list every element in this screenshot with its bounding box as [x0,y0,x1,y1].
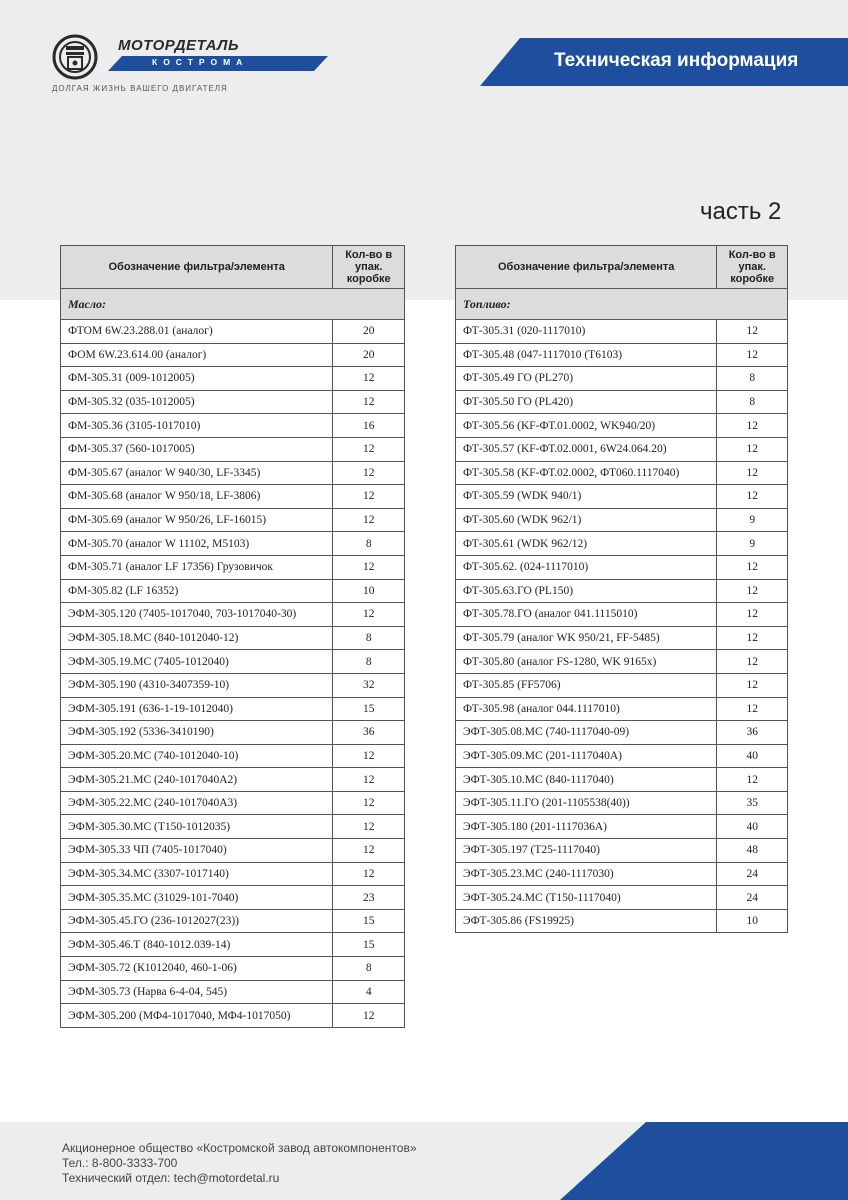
table-row [61,1004,405,1028]
filter-name: ФТ-305.62. (024-1117010) [456,555,717,579]
table-row [456,555,788,579]
table-row [456,437,788,461]
piston-icon [52,34,98,80]
filter-qty: 4 [333,980,405,1004]
filter-qty: 8 [333,957,405,981]
filter-name: ЭФТ-305.86 (FS19925) [456,909,717,933]
table-row [456,791,788,815]
filter-name: ФТ-305.79 (аналог WK 950/21, FF-5485) [456,626,717,650]
table-row [456,744,788,768]
table-row [61,461,405,485]
table-row [61,933,405,957]
table-row [61,886,405,910]
filter-name: ФТ-305.59 (WDK 940/1) [456,485,717,509]
table-row [61,791,405,815]
filter-name: ЭФТ-305.08.МС (740-1117040-09) [456,721,717,745]
filter-qty: 12 [333,744,405,768]
table-row [456,650,788,674]
filter-qty: 12 [333,367,405,391]
table-row [456,414,788,438]
table-row [456,626,788,650]
table-row [61,673,405,697]
filter-qty: 15 [333,909,405,933]
filter-qty: 8 [717,367,788,391]
table-row [456,909,788,933]
filter-name: ФТ-305.85 (FF5706) [456,673,717,697]
table-row [61,862,405,886]
filter-name: ЭФМ-305.34.МС (3307-1017140) [61,862,333,886]
filter-qty: 12 [717,603,788,627]
section-row [456,289,788,320]
filter-qty: 12 [333,485,405,509]
filter-qty: 12 [717,673,788,697]
filter-qty: 12 [717,414,788,438]
table-row [61,980,405,1004]
table-row [61,721,405,745]
table-row [456,320,788,344]
filter-qty: 32 [333,673,405,697]
filter-qty: 12 [717,626,788,650]
filter-qty: 12 [717,650,788,674]
filter-name: ФТ-305.61 (WDK 962/12) [456,532,717,556]
filter-name: ЭФМ-305.20.МС (740-1012040-10) [61,744,333,768]
filter-name: ФТ-305.57 (KF-ФТ.02.0001, 6W24.064.20) [456,437,717,461]
fuel-filters-table [455,245,788,933]
table-row [61,650,405,674]
filter-qty: 12 [717,461,788,485]
table-row [61,744,405,768]
part-label: часть 2 [700,198,782,225]
filter-qty: 9 [717,532,788,556]
filter-qty: 48 [717,839,788,863]
footer-banner [560,1122,848,1200]
table-row [456,886,788,910]
filter-qty: 12 [333,437,405,461]
filter-name: ЭФМ-305.120 (7405-1017040, 703-1017040-30) [61,603,333,627]
logo-name: МОТОРДЕТАЛЬ [118,37,240,54]
column-header-name: Обозначение фильтра/элемента [456,246,717,289]
filter-qty: 12 [333,768,405,792]
filter-qty: 8 [333,650,405,674]
footer-tech-email: Технический отдел: tech@motordetal.ru [62,1171,280,1185]
filter-qty: 20 [333,343,405,367]
oil-filters-table [60,245,405,1028]
table-row [61,957,405,981]
filter-qty: 12 [333,555,405,579]
filter-qty: 23 [333,886,405,910]
filter-name: ЭФМ-305.190 (4310-3407359-10) [61,673,333,697]
filter-name: ЭФМ-305.35.МС (31029-101-7040) [61,886,333,910]
filter-qty: 8 [333,532,405,556]
company-logo [52,34,312,94]
filter-qty: 12 [333,390,405,414]
filter-qty: 24 [717,886,788,910]
filter-name: ФМ-305.37 (560-1017005) [61,437,333,461]
column-header-name: Обозначение фильтра/элемента [61,246,333,289]
filter-name: ФМ-305.31 (009-1012005) [61,367,333,391]
table-row [61,555,405,579]
logo-slogan: ДОЛГАЯ ЖИЗНЬ ВАШЕГО ДВИГАТЕЛЯ [52,84,228,93]
table-row [61,697,405,721]
table-row [61,437,405,461]
filter-name: ЭФМ-305.18.МС (840-1012040-12) [61,626,333,650]
filter-name: ЭФМ-305.21.МС (240-1017040А2) [61,768,333,792]
table-row [61,414,405,438]
table-row [61,579,405,603]
filter-name: ФТ-305.98 (аналог 044.1117010) [456,697,717,721]
table-row [61,508,405,532]
table-row [456,673,788,697]
filter-qty: 12 [717,485,788,509]
section-label-fuel: Топливо: [456,289,788,320]
filter-name: ФМ-305.69 (аналог W 950/26, LF-16015) [61,508,333,532]
table-row [61,320,405,344]
filter-name: ФТ-305.78.ГО (аналог 041.1115010) [456,603,717,627]
table-row [61,768,405,792]
filter-name: ФТ-305.48 (047-1117010 (Т6103) [456,343,717,367]
table-row [456,367,788,391]
table-row [61,532,405,556]
filter-qty: 12 [717,555,788,579]
table-row [61,626,405,650]
filter-name: ЭФМ-305.192 (5336-3410190) [61,721,333,745]
filter-name: ФМ-305.70 (аналог W 11102, M5103) [61,532,333,556]
filter-name: ЭФМ-305.33 ЧП (7405-1017040) [61,839,333,863]
filter-name: ФОМ 6W.23.614.00 (аналог) [61,343,333,367]
table-row [61,390,405,414]
filter-name: ФТ-305.80 (аналог FS-1280, WK 9165x) [456,650,717,674]
filter-qty: 20 [333,320,405,344]
filter-name: ЭФМ-305.200 (МФ4-1017040, МФ4-1017050) [61,1004,333,1028]
filter-name: ЭФТ-305.10.МС (840-1117040) [456,768,717,792]
header-banner [480,38,848,86]
column-header-qty: Кол-во в упак. коробке [333,246,405,289]
table-row [456,508,788,532]
filter-name: ЭФТ-305.180 (201-1117036А) [456,815,717,839]
filter-qty: 12 [333,862,405,886]
filter-name: ЭФТ-305.09.МС (201-1117040А) [456,744,717,768]
table-row [61,603,405,627]
filter-name: ФМ-305.71 (аналог LF 17356) Грузовичок [61,555,333,579]
section-row [61,289,405,320]
filter-qty: 36 [717,721,788,745]
table-row [61,909,405,933]
filter-name: ФТ-305.63.ГО (PL150) [456,579,717,603]
filter-qty: 15 [333,697,405,721]
filter-name: ФТ-305.31 (020-1117010) [456,320,717,344]
filter-qty: 8 [333,626,405,650]
filter-name: ФТ-305.50 ГО (PL420) [456,390,717,414]
footer-company: Акционерное общество «Костромской завод автокомпонентов» [62,1141,417,1155]
filter-name: ФМ-305.82 (LF 16352) [61,579,333,603]
filter-name: ЭФМ-305.22.МС (240-1017040А3) [61,791,333,815]
footer-contacts [62,1141,417,1186]
table-row [61,367,405,391]
filter-name: ФТ-305.56 (KF-ФТ.01.0002, WK940/20) [456,414,717,438]
filter-name: ФМ-305.68 (аналог W 950/18, LF-3806) [61,485,333,509]
filter-qty: 35 [717,791,788,815]
filter-qty: 12 [333,603,405,627]
filter-name: ФМ-305.67 (аналог W 940/30, LF-3345) [61,461,333,485]
table-row [456,461,788,485]
table-row [456,343,788,367]
table-row [456,839,788,863]
filter-qty: 8 [717,390,788,414]
filter-qty: 24 [717,862,788,886]
logo-city-strip [108,56,328,71]
table-row [456,862,788,886]
table-row [456,390,788,414]
filter-qty: 15 [333,933,405,957]
filter-name: ЭФТ-305.197 (Т25-1117040) [456,839,717,863]
logo-city: КОСТРОМА [152,57,249,67]
filter-qty: 36 [333,721,405,745]
filter-name: ЭФМ-305.19.МС (7405-1012040) [61,650,333,674]
table-row [456,579,788,603]
filter-qty: 12 [717,343,788,367]
filter-qty: 12 [333,839,405,863]
filter-qty: 12 [717,697,788,721]
filter-name: ФТ-305.60 (WDK 962/1) [456,508,717,532]
filter-qty: 10 [333,579,405,603]
filter-qty: 12 [333,815,405,839]
table-row [456,532,788,556]
filter-name: ЭФМ-305.46.Т (840-1012.039-14) [61,933,333,957]
filter-name: ФМ-305.32 (035-1012005) [61,390,333,414]
table-row [456,603,788,627]
filter-name: ЭФМ-305.30.МС (Т150-1012035) [61,815,333,839]
table-header-row [456,246,788,289]
table-row [61,839,405,863]
table-row [456,815,788,839]
column-header-qty: Кол-во в упак. коробке [717,246,788,289]
filter-qty: 12 [333,461,405,485]
table-row [456,721,788,745]
filter-qty: 12 [717,320,788,344]
table-row [61,815,405,839]
filter-qty: 12 [717,768,788,792]
table-row [61,343,405,367]
filter-name: ЭФТ-305.24.МС (Т150-1117040) [456,886,717,910]
filter-qty: 12 [333,1004,405,1028]
filter-name: ЭФМ-305.191 (636-1-19-1012040) [61,697,333,721]
filter-name: ЭФМ-305.45.ГО (236-1012027(23)) [61,909,333,933]
filter-qty: 12 [333,508,405,532]
section-label-oil: Масло: [61,289,405,320]
table-row [456,768,788,792]
filter-qty: 40 [717,744,788,768]
filter-qty: 12 [717,437,788,461]
filter-name: ЭФМ-305.73 (Нарва 6-4-04, 545) [61,980,333,1004]
filter-name: ФТ-305.58 (KF-ФТ.02.0002, ФТ060.1117040) [456,461,717,485]
filter-qty: 12 [333,791,405,815]
filter-name: ФТОМ 6W.23.288.01 (аналог) [61,320,333,344]
table-row [456,485,788,509]
filter-name: ФТ-305.49 ГО (PL270) [456,367,717,391]
footer-phone: Тел.: 8-800-3333-700 [62,1156,178,1170]
filter-qty: 12 [717,579,788,603]
table-header-row [61,246,405,289]
filter-qty: 9 [717,508,788,532]
filter-name: ЭФТ-305.23.МС (240-1117030) [456,862,717,886]
filter-name: ФМ-305.36 (3105-1017010) [61,414,333,438]
table-row [61,485,405,509]
filter-name: ЭФТ-305.11.ГО (201-1105538(40)) [456,791,717,815]
page-title: Техническая информация [554,50,799,71]
filter-qty: 40 [717,815,788,839]
filter-name: ЭФМ-305.72 (К1012040, 460-1-06) [61,957,333,981]
table-row [456,697,788,721]
filter-qty: 10 [717,909,788,933]
filter-qty: 16 [333,414,405,438]
